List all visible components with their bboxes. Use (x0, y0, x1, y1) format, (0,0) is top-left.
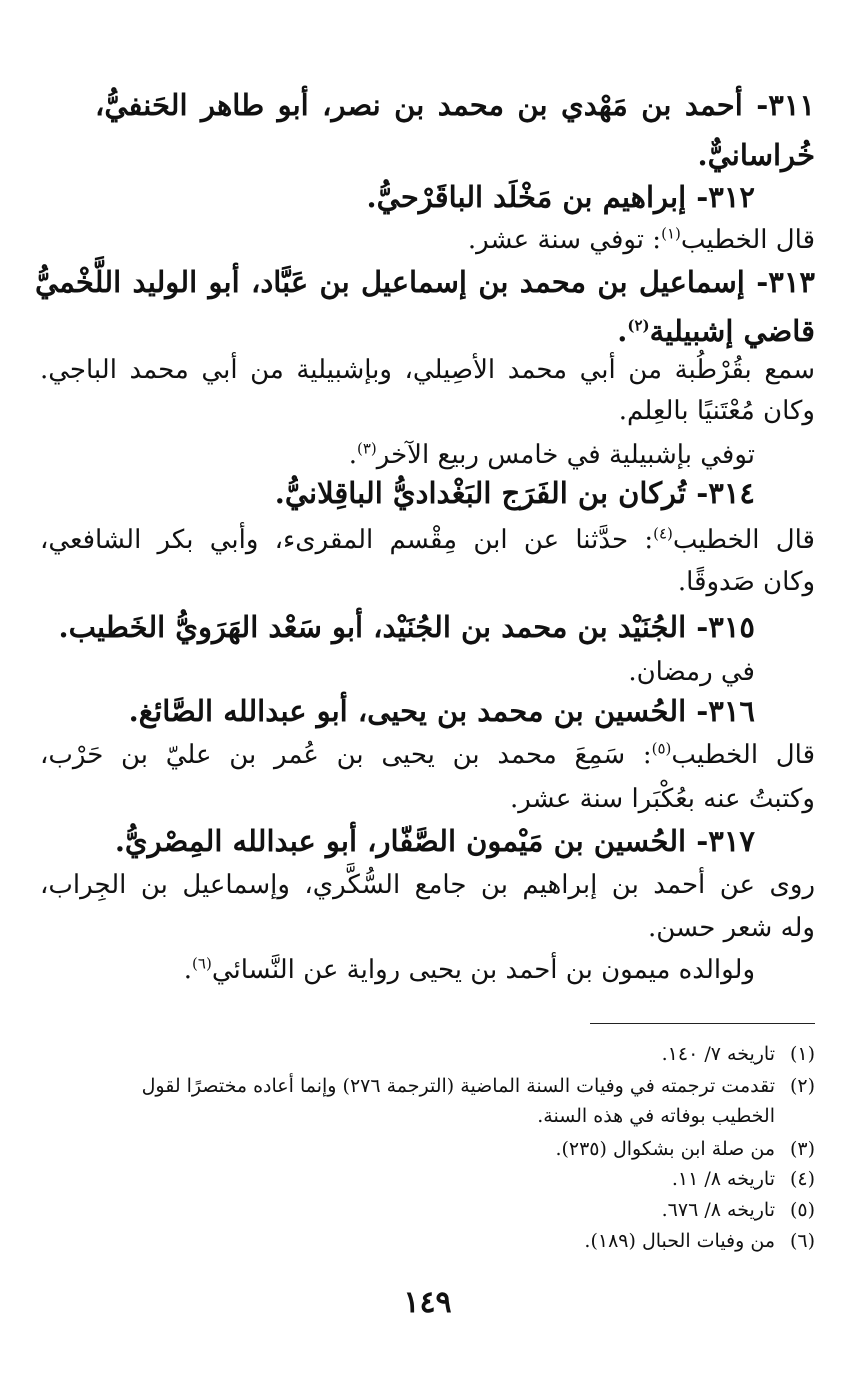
footnote-2-number: (٢) (789, 1075, 815, 1097)
entry-314-text1-after: : حدَّثنا عن ابن مِقْسم المقرىء، وأبي بكر الشافعي، (40, 525, 654, 555)
entry-317-text1: روى عن أحمد بن إبراهيم بن جامع السُّكَّري، وإسماعيل بن الجِراب، (40, 870, 815, 900)
footnote-ref-3: (٣) (356, 439, 377, 458)
footnote-3-text: من صلة ابن بشكوال (٢٣٥). (555, 1138, 775, 1160)
entry-316-text1 (40, 740, 815, 770)
entry-314-text1 (40, 525, 815, 555)
entry-317-text2: وله شعر حسن. (648, 913, 815, 943)
footnote-2 (35, 1075, 815, 1097)
entry-316-text1-after: : سَمِعَ محمد بن يحيى بن عُمر بن عليّ بن حَرْب، (40, 740, 652, 770)
footnote-6-text: من وفيات الحبال (١٨٩). (584, 1230, 775, 1252)
entry-311-line1: ٣١١- أحمد بن مَهْدي بن محمد بن نصر، أبو طاهر الحَنفيُّ، (95, 88, 815, 122)
footnote-6 (584, 1230, 815, 1252)
footnote-2-continuation: الخطيب بوفاته في هذه السنة. (537, 1105, 775, 1127)
footnote-separator (590, 1023, 815, 1024)
entry-315-text1: في رمضان. (628, 657, 755, 687)
entry-314-text2: وكان صَدوقًا. (677, 567, 815, 597)
footnote-3-number: (٣) (789, 1138, 815, 1160)
footnote-ref-1: (١) (661, 224, 681, 243)
entry-313-text1: سمع بقُرْطُبة من أبي محمد الأصِيلي، وبإشبيلية من أبي محمد الباجي. (40, 355, 815, 385)
entry-316-text1-before: قال الخطيب (671, 740, 815, 770)
entry-317-text3 (184, 955, 755, 985)
footnote-ref-2: (٢) (627, 316, 650, 335)
entry-312-heading: ٣١٢- إبراهيم بن مَخْلَد الباقَرْحيُّ. (366, 180, 755, 214)
entry-317-text3-end: . (183, 955, 193, 985)
entry-316-heading: ٣١٦- الحُسين بن محمد بن يحيى، أبو عبدالله الصَّائغ. (128, 694, 755, 728)
entry-312-text-after: : توفي سنة عشر. (467, 225, 662, 255)
entry-312-text-before: قال الخطيب (680, 225, 815, 255)
entry-313-text3-end: . (348, 440, 357, 470)
footnote-4-text: تاريخه ٨/ ١١. (671, 1168, 775, 1190)
entry-313-text3-main: توفي بإشبيلية في خامس ربيع الآخر (376, 440, 755, 470)
entry-314-text1-before: قال الخطيب (672, 525, 815, 555)
entry-314-heading: ٣١٤- تُركان بن الفَرَج البَغْداديُّ الباقِلانيُّ. (274, 476, 755, 510)
footnote-2-text: تقدمت ترجمته في وفيات السنة الماضية (الترجمة ٢٧٦) وإنما أعاده مختصرًا لقول (141, 1075, 775, 1097)
entry-313-text2: وكان مُعْتَنيًا بالعِلم. (618, 396, 815, 426)
entry-313-line1: ٣١٣- إسماعيل بن محمد بن إسماعيل بن عَبَّاد، أبو الوليد اللَّخْميُّ (35, 265, 815, 299)
entry-317-heading: ٣١٧- الحُسين بن مَيْمون الصَّفّار، أبو عبدالله المِصْريُّ. (114, 824, 755, 858)
entry-313-line2-end: . (617, 314, 628, 348)
entry-313-text3 (349, 440, 755, 470)
entry-312-text (468, 225, 815, 255)
footnote-5-text: تاريخه ٨/ ٦٧٦. (661, 1199, 775, 1221)
footnote-3 (555, 1138, 815, 1160)
footnote-5 (662, 1199, 815, 1221)
footnote-1-text: تاريخه ٧/ ١٤٠. (661, 1043, 775, 1065)
footnote-1 (662, 1043, 815, 1065)
footnote-4-number: (٤) (789, 1168, 815, 1190)
footnote-4 (672, 1168, 815, 1190)
footnote-5-number: (٥) (789, 1199, 815, 1221)
footnote-ref-6: (٦) (192, 954, 212, 973)
entry-311-line2: خُراسانيٌّ. (697, 138, 815, 172)
footnote-ref-4: (٤) (653, 524, 673, 543)
entry-315-heading: ٣١٥- الجُنَيْد بن محمد بن الجُنَيْد، أبو سَعْد الهَرَويُّ الخَطيب. (58, 610, 755, 644)
entry-313-line2-text: قاضي إشبيلية (649, 314, 815, 348)
entry-316-text2: وكتبتُ عنه بعُكْبَرا سنة عشر. (510, 784, 815, 814)
footnote-1-number: (١) (789, 1043, 815, 1065)
footnote-ref-5: (٥) (651, 739, 672, 758)
page-number: ١٤٩ (403, 1285, 452, 1320)
entry-317-text3-main: ولوالده ميمون بن أحمد بن يحيى رواية عن النَّسائي (211, 955, 755, 985)
footnote-6-number: (٦) (789, 1230, 815, 1252)
entry-313-line2 (617, 314, 815, 348)
